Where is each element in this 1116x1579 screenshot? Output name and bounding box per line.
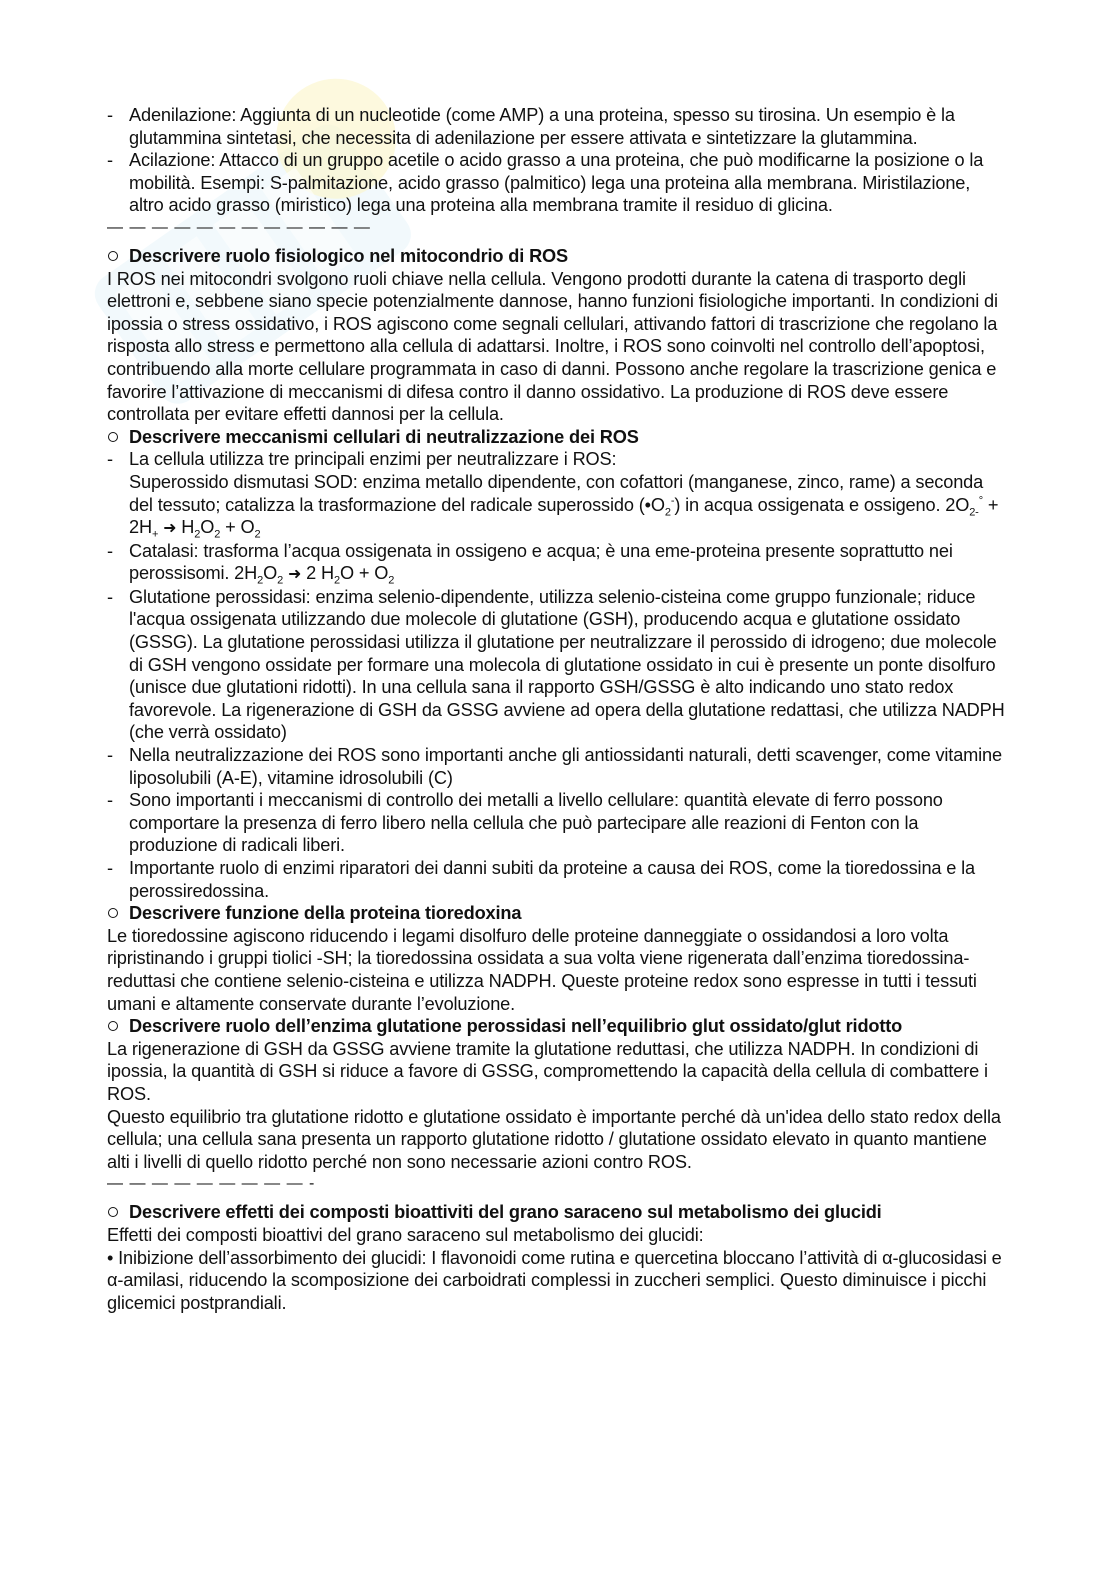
arrow-right-icon: ➜: [287, 564, 302, 584]
question-heading: Descrivere effetti dei composti bioattiviti del grano saraceno sul metabolismo dei glucidi: [107, 1201, 1007, 1224]
list-item: - Importante ruolo di enzimi riparatori dei danni subiti da proteine a causa dei ROS, come la tioredossina e la perossiredossina.: [107, 857, 1007, 902]
list-item: - Acilazione: Attacco di un gruppo acetile o acido grasso a una proteina, che può modificarne la posizione o la mobilità. Esempi: S-palmitazione, acido grasso (palmitico) lega una proteina alla membrana. Miristilazione, altro acido grasso (miristico) lega una proteina alla membrana tramite il residuo di glicina.: [107, 149, 1007, 217]
paragraph: I ROS nei mitocondri svolgono ruoli chiave nella cellula. Vengono prodotti durante la catena di trasporto degli elettroni e, sebbene siano specie potenzialmente dannose, hanno funzioni fisiologiche importanti. In condizioni di ipossia o stress ossidativo, i ROS agiscono come segnali cellulari, attivando fattori di trascrizione che regolano la risposta allo stress e permettono alla cellula di adattarsi. Inoltre, i ROS sono coinvolti nel controllo dell’apoptosi, contribuendo alla morte cellulare programmata in caso di danni. Possono anche regolare la trascrizione genica e favorire l’attivazione di meccanismi di difesa contro il danno ossidativo. La produzione di ROS deve essere controllata per evitare effetti dannosi per la cellula.: [107, 268, 998, 425]
circle-bullet-icon: [108, 1021, 118, 1031]
circle-bullet-icon: [108, 908, 118, 918]
circle-bullet-icon: [108, 432, 118, 442]
question-heading: Descrivere ruolo dell’enzima glutatione perossidasi nell’equilibrio glut ossidato/glut ridotto: [107, 1015, 1007, 1038]
list-item: - Nella neutralizzazione dei ROS sono importanti anche gli antiossidanti naturali, detti scavenger, come vitamine liposolubili (A-E), vitamine idrosolubili (C): [107, 744, 1007, 789]
paragraph: Questo equilibrio tra glutatione ridotto e glutatione ossidato è importante perché dà un'idea dello stato redox della cellula; una cellula sana presenta un rapporto glutatione ridotto / glutatione ossidato elevato in quanto mantiene alti i livelli di quello ridotto perché non sono necessarie azioni contro ROS.: [107, 1106, 1001, 1172]
separator: — — — — — — — — — -: [107, 1175, 316, 1193]
paragraph: Le tioredossine agiscono riducendo i legami disolfuro delle proteine danneggiate o ossidandosi a loro volta ripristinando i gruppi tiolici -SH; la tioredossina ossidata a sua volta viene rigenerata dall’enzima tioredossina-reduttasi che contiene selenio-cisteina e utilizza NADPH. Queste proteine redox sono espresse in tutti i tessuti umani e altamente conservate durante l’evoluzione.: [107, 925, 977, 1014]
sod-text: Superossido dismutasi SOD: enzima metallo dipendente, con cofattori (manganese, zinco, rame) a seconda del tessuto; catalizza la trasformazione del radicale superossido $(•O_2^-)$ in acqua ossigenata e ossigeno. $2O_{2-}^\circ + 2H_+$ ➜ $H_2O_2 + O_2$: [129, 471, 999, 541]
document-page: [107, 104, 1007, 1314]
question-heading: Descrivere ruolo fisiologico nel mitocondrio di ROS: [107, 245, 1007, 268]
list-item: - Glutatione perossidasi: enzima selenio-dipendente, utilizza selenio-cisteina come gruppo funzionale; riduce l'acqua ossigenata utilizzando due molecole di glutatione (GSH), producendo acqua e glutatione ossidato (GSSG). La glutatione perossidasi utilizza il glutatione per neutralizzare il perossido di idrogeno; due molecole di GSH vengono ossidate per formare una molecola di glutatione ossidato in cui è presente un ponte disolfuro (unisce due glutationi ridotti). In una cellula sana il rapporto GSH/GSSG è alto indicando uno stato redox favorevole. La rigenerazione di GSH da GSSG avviene ad opera della glutatione redattasi, che utilizza NADPH (che verrà ossidato): [107, 586, 1007, 744]
list-item: - Catalasi: trasforma l’acqua ossigenata in ossigeno e acqua; è una eme-proteina presente soprattutto nei perossisomi. $2H_2O_2$ ➜ 2 $H_2O + O_2$: [107, 540, 1007, 586]
list-item: - Adenilazione: Aggiunta di un nucleotide (come AMP) a una proteina, spesso su tirosina. Un esempio è la glutammina sintetasi, che necessita di adenilazione per essere attivata e sintetizzare la glutammina.: [107, 104, 1007, 149]
list-item: - La cellula utilizza tre principali enzimi per neutralizzare i ROS: Superossido dismutasi SOD: enzima metallo dipendente, con cofattori (manganese, zinco, rame) a seconda del tessuto; catalizza la trasformazione del radicale superossido $(•O_2^-)$ in acqua ossigenata e ossigeno. $2O_{2-}^\circ + 2H_+$ ➜ $H_2O_2 + O_2$: [107, 448, 1007, 539]
paragraph: Effetti dei composti bioattivi del grano saraceno sul metabolismo dei glucidi:: [107, 1224, 704, 1245]
question-heading: Descrivere meccanismi cellulari di neutralizzazione dei ROS: [107, 426, 1007, 449]
separator: — — — — — — — — — — — —: [107, 218, 371, 236]
arrow-right-icon: ➜: [163, 518, 177, 538]
circle-bullet-icon: [108, 1207, 118, 1217]
question-heading: Descrivere funzione della proteina tioredoxina: [107, 902, 1007, 925]
circle-bullet-icon: [108, 251, 118, 261]
paragraph: • Inibizione dell’assorbimento dei glucidi: I flavonoidi come rutina e quercetina bloccano l’attività di α-glucosidasi e α-amilasi, riducendo la scomposizione dei carboidrati complessi in zuccheri semplici. Questo diminuisce i picchi glicemici postprandiali.: [107, 1247, 1002, 1313]
paragraph: La rigenerazione di GSH da GSSG avviene tramite la glutatione reduttasi, che utilizza NADPH. In condizioni di ipossia, la quantità di GSH si riduce a favore di GSSG, compromettendo la capacità della cellula di combattere i ROS.: [107, 1038, 988, 1104]
list-item: - Sono importanti i meccanismi di controllo dei metalli a livello cellulare: quantità elevate di ferro possono comportare la presenza di ferro libero nella cellula che può partecipare alle reazioni di Fenton con la produzione di radicali liberi.: [107, 789, 1007, 857]
